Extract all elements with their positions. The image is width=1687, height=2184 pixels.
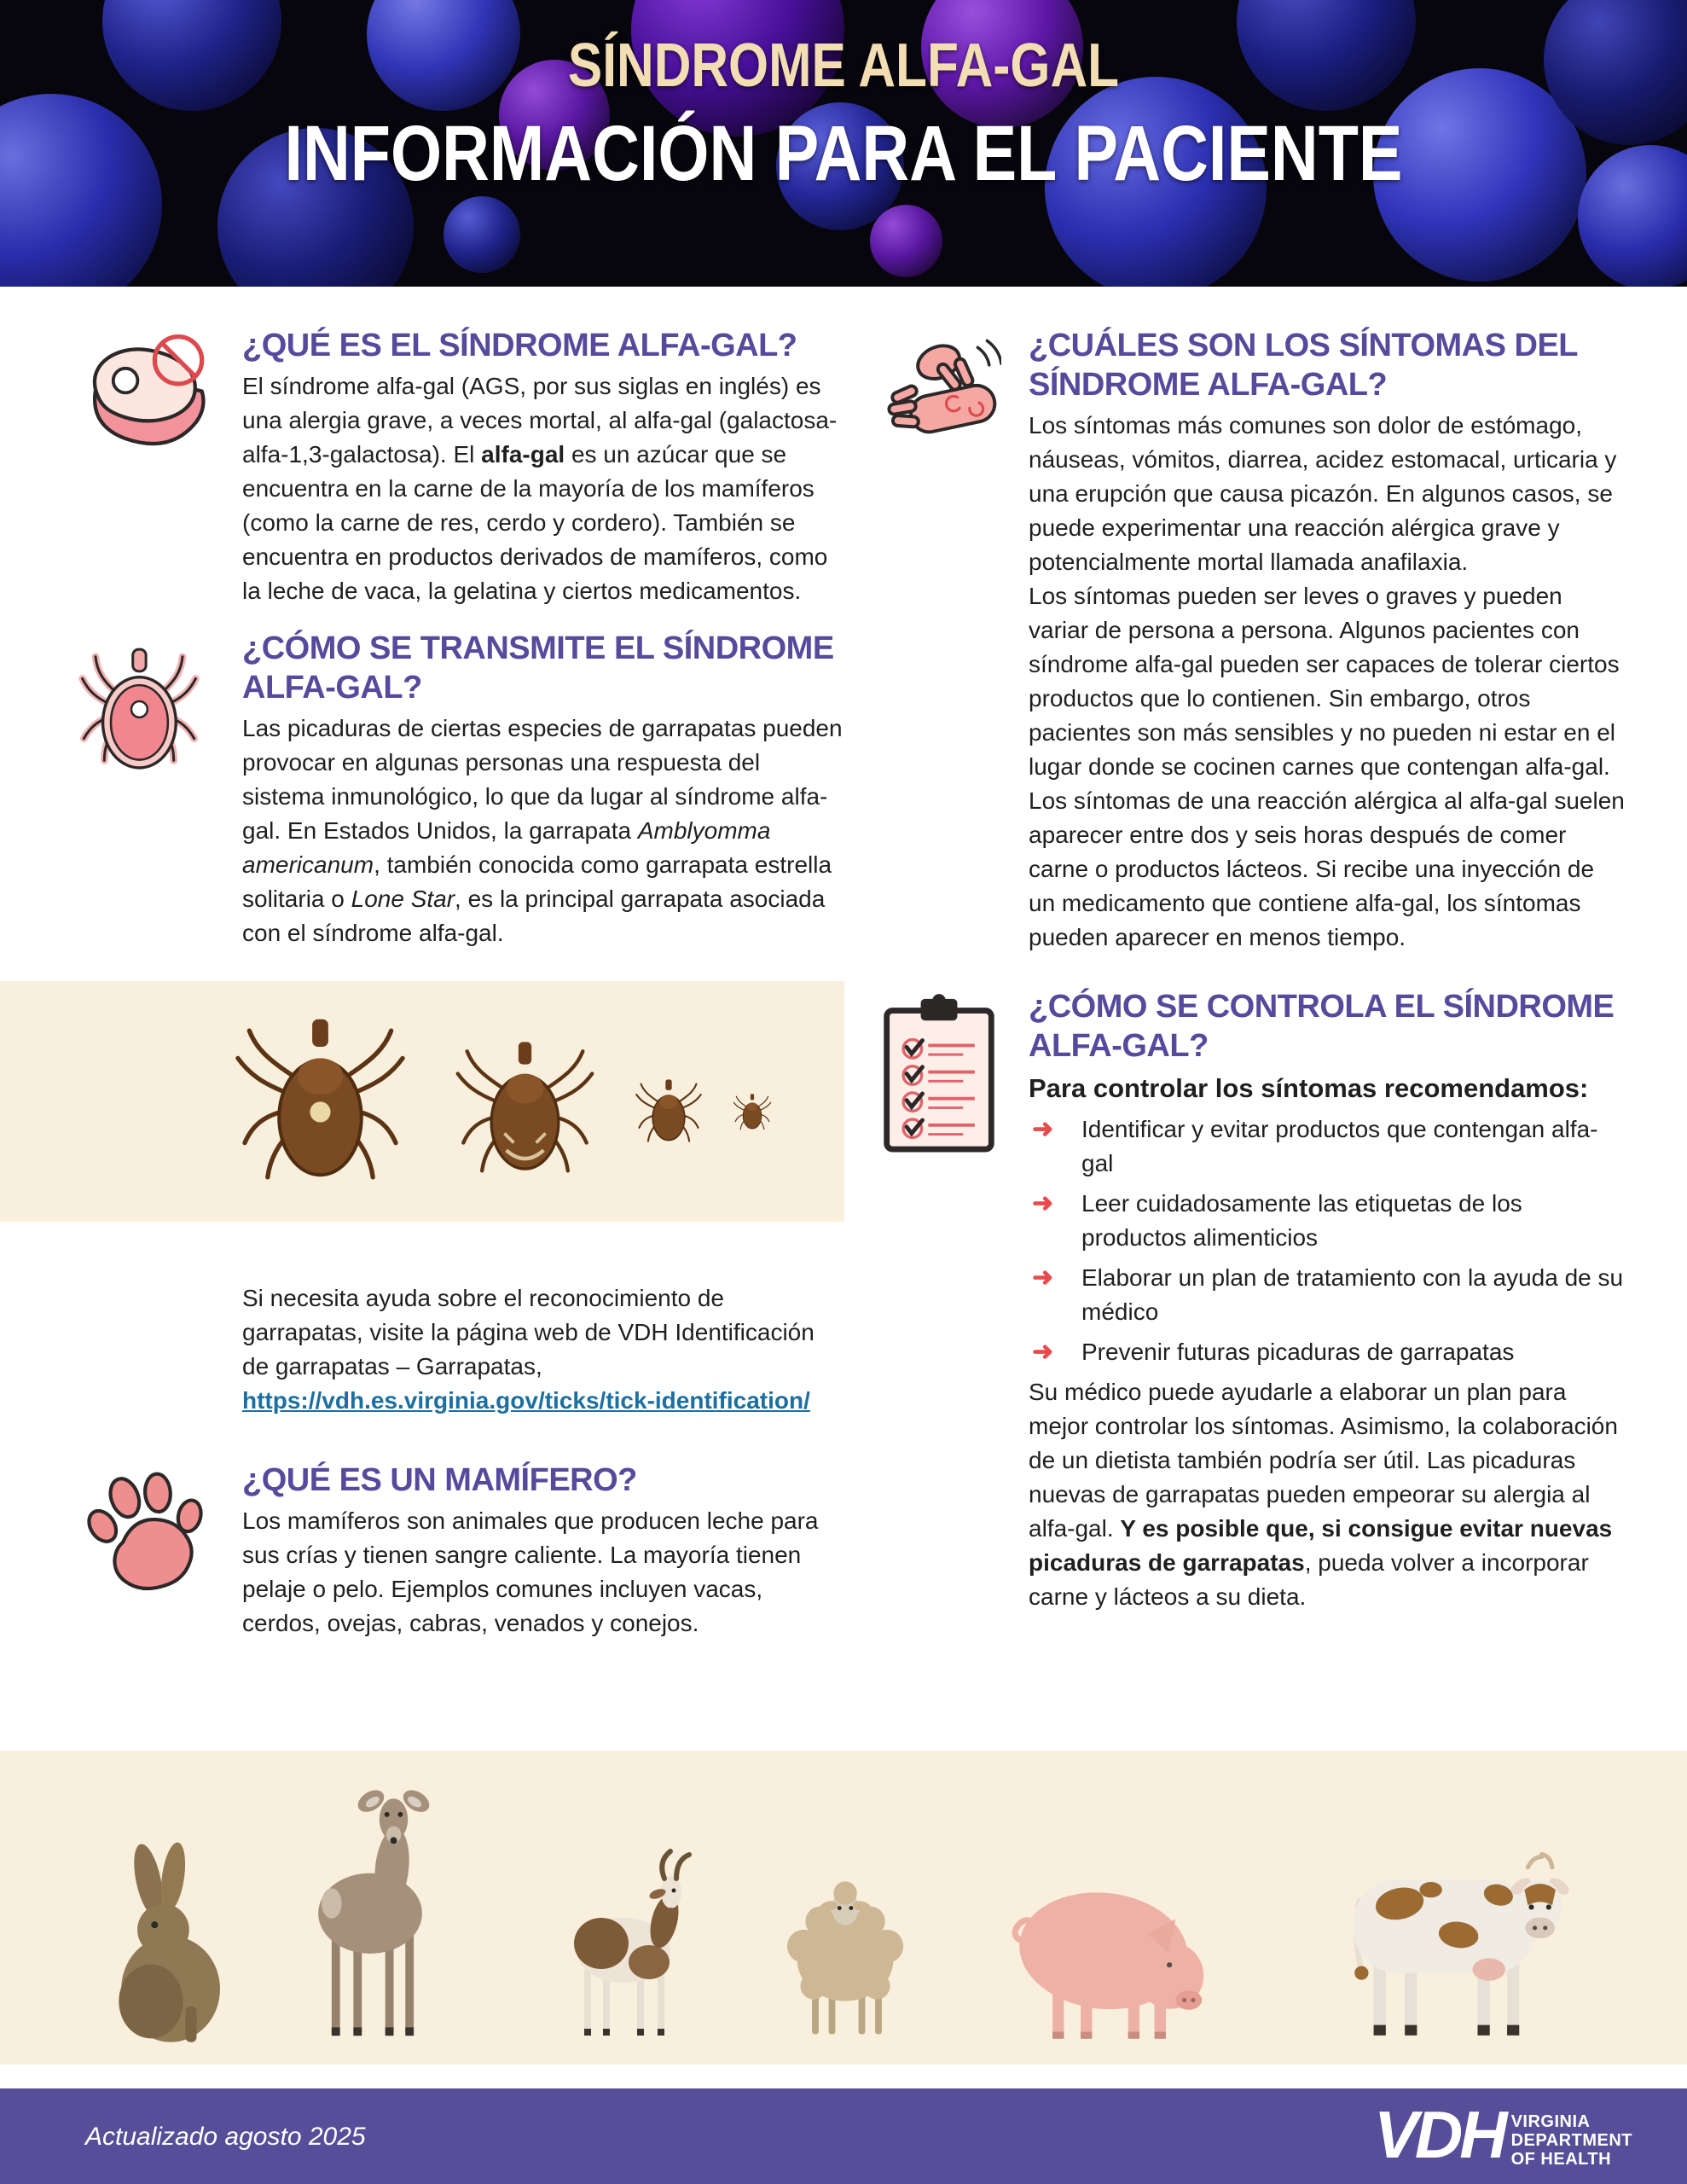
tick-identification-link[interactable]: https://vdh.es.virginia.gov/ticks/tick-identification/ <box>242 1387 810 1414</box>
section-heading: ¿QUÉ ES EL SÍNDROME ALFA-GAL? <box>242 328 797 363</box>
vdh-logo-text: VDH <box>1373 2097 1504 2172</box>
list-item: ➜ Identificar y evitar productos que contengan alfa-gal <box>1029 1112 1626 1181</box>
arrow-bullet-icon: ➜ <box>1032 1115 1054 1143</box>
tick-stages-band <box>0 981 844 1222</box>
section-symptoms <box>877 326 1629 955</box>
updated-date: Actualizado agosto 2025 <box>85 2123 366 2151</box>
vdh-org-name: VIRGINIA DEPARTMENT OF HEALTH <box>1510 2112 1632 2169</box>
section-text: Los mamíferos son animales que producen leche para sus crías y tienen sangre caliente. La mayoría tienen pelaje o pelo. Ejemplos comunes incluyen vacas, cerdos, ovejas, cabras, venados y conejos. <box>242 1507 819 1636</box>
section-text: Los síntomas pueden ser leves o graves y pueden variar de persona a persona. Algunos pacientes con síndrome alfa-gal pueden ser capaces de tolerar ciertos productos que lo contienen. Sin embargo, otros pacientes son más sensibles y no pueden ni estar en el lugar donde se cocinen carnes que contengan alfa-gal. Los síntomas de una reacción alérgica al alfa-gal suelen aparecer entre dos y seis horas después de comer carne o productos lácteos. Si recibe una inyección de un medicamento que contiene alfa-gal, los síntomas pueden aparecer en menos tiempo. <box>1029 583 1625 950</box>
rabbit-image <box>96 1836 251 2046</box>
adult-female-tick-image <box>229 1003 412 1198</box>
section-text: Las picaduras de ciertas especies de garrapatas pueden provocar en algunas personas una respuesta del sistema inmunológico, lo que da lugar al síndrome alfa-gal. En Estados Unidos, la garrapata Amblyomma americanum, también conocida como garrapata estrella solitaria o Lone Star, es la principal garrapata asociada con el síndrome alfa-gal. <box>242 715 843 946</box>
arrow-bullet-icon: ➜ <box>1032 1189 1054 1217</box>
scratching-hand-icon <box>877 326 1001 460</box>
arrow-bullet-icon: ➜ <box>1032 1338 1054 1366</box>
nymph-tick-image <box>633 1073 704 1149</box>
footer <box>0 2088 1687 2184</box>
page-title-line1: SÍNDROME ALFA-GAL <box>567 32 1120 100</box>
section-heading: ¿CÓMO SE CONTROLA EL SÍNDROME ALFA-GAL? <box>1029 989 1615 1064</box>
tick-id-note: Si necesita ayuda sobre el reconocimiento de garrapatas, visite la página web de VDH Identificación de garrapatas – Garrapatas, https://vdh.es.virginia.gov/ticks/tick-identification/ <box>242 1285 815 1414</box>
cow-image <box>1293 1829 1607 2046</box>
goat-image <box>525 1841 725 2046</box>
section-transmission <box>75 629 844 950</box>
adult-male-tick-image <box>450 1029 600 1188</box>
pig-image <box>972 1870 1244 2046</box>
sheep-image <box>764 1863 930 2046</box>
meat-prohibition-icon <box>75 326 213 475</box>
section-what-is-mammal <box>75 1461 844 1641</box>
mammals-band <box>0 1751 1687 2065</box>
deer-image <box>244 1761 498 2046</box>
page-title-line2: INFORMACIÓN PARA EL PACIENTE <box>284 110 1403 197</box>
section-text: El síndrome alfa-gal (AGS, por sus siglas en inglés) es una alergia grave, a veces mortal, al alfa-gal (galactosa-alfa-1,3-galactosa). El alfa-gal es un azúcar que se encuentra en la carne de la mayoría de los mamíferos (como la carne de res, cerdo y cordero). También se encuentra en productos derivados de mamíferos, como la leche de vaca, la gelatina y ciertos medicamentos. <box>242 373 838 604</box>
arrow-bullet-icon: ➜ <box>1032 1263 1054 1292</box>
hero-header <box>0 0 1687 287</box>
section-text: Los síntomas más comunes son dolor de estómago, náuseas, vómitos, diarrea, acidez estomacal, urticaria y una erupción que causa picazón. En algunos casos, se puede experimentar una reacción alérgica grave y potencialmente mortal llamada anafilaxia. <box>1029 412 1617 575</box>
list-item: ➜ Prevenir futuras picaduras de garrapatas <box>1029 1335 1626 1369</box>
list-item: ➜ Leer cuidadosamente las etiquetas de los productos alimenticios <box>1029 1187 1626 1255</box>
recommendations-list <box>1029 1112 1626 1369</box>
paw-print-icon <box>75 1461 213 1605</box>
section-management <box>877 987 1629 1614</box>
section-text: Su médico puede ayudarle a elaborar un plan para mejor controlar los síntomas. Asimismo, la colaboración de un dietista también podría ser útil. Las picaduras nuevas de garrapatas pueden empeorar su alergia al alfa-gal. Y es posible que, si consigue evitar nuevas picaduras de garrapatas, pueda volver a incorporar carne y lácteos a su dieta. <box>1029 1379 1618 1610</box>
section-heading: ¿CÓMO SE TRANSMITE EL SÍNDROME ALFA-GAL? <box>242 630 834 706</box>
right-column <box>877 326 1629 1614</box>
vdh-logo <box>1373 2097 1632 2172</box>
tick-icon <box>75 629 213 797</box>
list-item: ➜ Elaborar un plan de tratamiento con la ayuda de su médico <box>1029 1261 1626 1329</box>
section-heading: ¿CUÁLES SON LOS SÍNTOMAS DEL SÍNDROME ALFA-GAL? <box>1029 328 1578 403</box>
checklist-clipboard-icon <box>877 987 1001 1164</box>
left-column <box>75 326 844 1641</box>
section-heading: ¿QUÉ ES UN MAMÍFERO? <box>242 1462 637 1498</box>
section-what-is-ags <box>75 326 844 608</box>
recommendations-subheading: Para controlar los síntomas recomendamos: <box>1029 1073 1589 1103</box>
larva-tick-image <box>732 1090 773 1134</box>
